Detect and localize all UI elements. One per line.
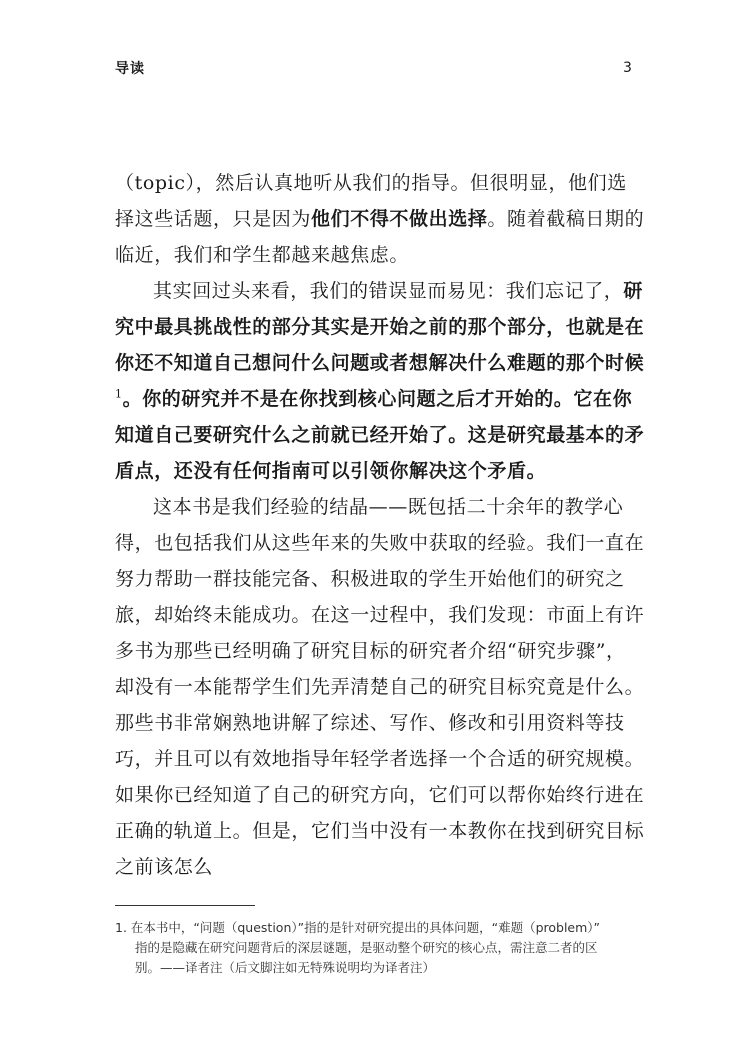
footnote — [115, 918, 655, 978]
p2-bold-1: 研究中最具挑战性的部分其实是开始之前的那个部分，也就是在你还不知道自己想问什么问题或者想解决什么难题的那个时候 — [115, 280, 645, 374]
paragraph-1 — [115, 165, 645, 273]
body-text — [115, 165, 645, 885]
paragraph-3: 这本书是我们经验的结晶——既包括二十余年的教学心得，也包括我们从这些年来的失败中获取的经验。我们一直在努力帮助一群技能完备、积极进取的学生开始他们的研究之旅，却始终未能成功。在这一过程中，我们发现：市面上有许多书为那些已经明确了研究目标的研究者介绍“研究步骤”，却没有一本能帮学生们先弄清楚自己的研究目标究竟是什么。那些书非常娴熟地讲解了综述、写作、修改和引用资料等技巧，并且可以有效地指导年轻学者选择一个合适的研究规模。如果你已经知道了自己的研究方向，它们可以帮你始终行进在正确的轨道上。但是，它们当中没有一本教你在找到研究目标之前该怎么 — [115, 496, 645, 878]
footnote-divider — [115, 905, 255, 906]
page-number: 3 — [623, 60, 632, 76]
paragraph-2 — [115, 273, 645, 489]
p1-text-c: 。随着截稿日期的临近，我们和学生都越来越焦虑。 — [115, 208, 645, 266]
p1-bold: 他们不得不做出选择 — [311, 208, 488, 230]
footnote-line-3: 别。——译者注（后文脚注如无特殊说明均为译者注） — [135, 960, 436, 975]
footnote-ref: 1 — [115, 387, 123, 401]
p2-text-a: 其实回过头来看，我们的错误显而易见：我们忘记了， — [153, 280, 624, 302]
header-title: 导读 — [115, 61, 145, 77]
p2-bold-2: 。你的研究并不是在你找到核心问题之后才开始的。它在你知道自己要研究什么之前就已经开始了。这是研究最基本的矛盾点，还没有任何指南可以引领你解决这个矛盾。 — [115, 388, 645, 482]
footnote-line-1: 1. 在本书中，“问题（question）”指的是针对研究提出的具体问题，“难题（problem）” — [115, 920, 601, 935]
footnote-line-2: 指的是隐藏在研究问题背后的深层谜题，是驱动整个研究的核心点，需注意二者的区 — [135, 940, 598, 955]
p1-text-a: （topic），然后认真地听从我们的指导。但很明显，他们选择这些话题，只是因为 — [115, 172, 627, 230]
